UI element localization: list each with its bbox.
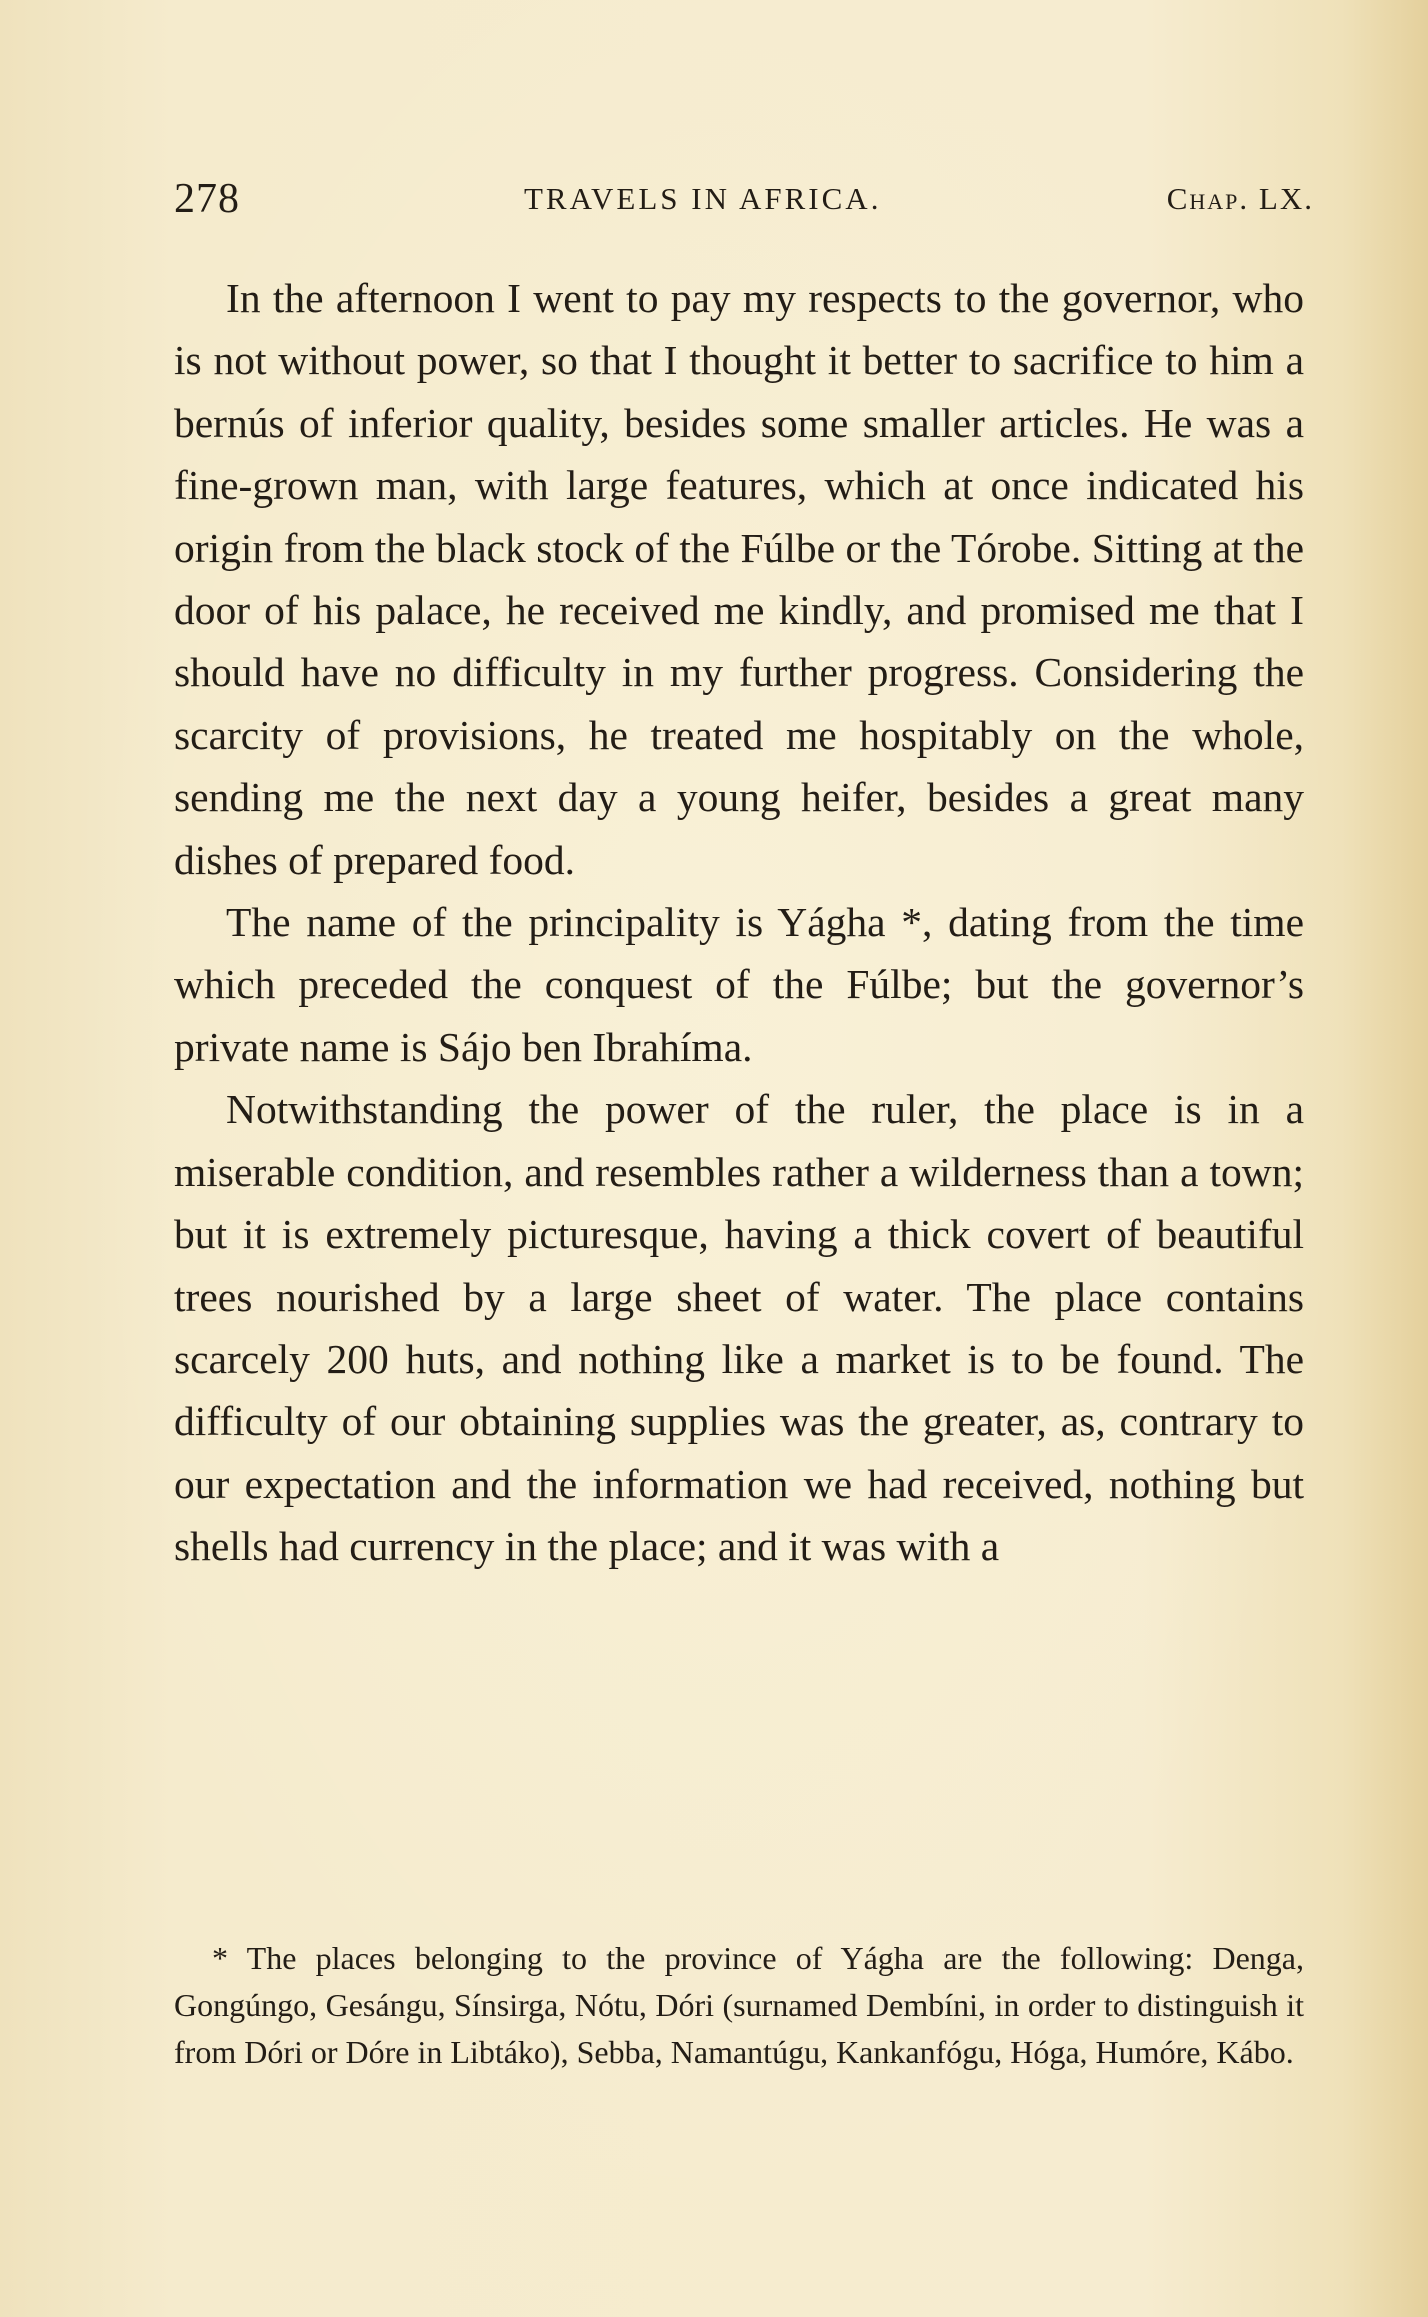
- chapter-label: Chap. LX.: [1166, 181, 1314, 216]
- paragraph-principality: The name of the principality is Yágha *, dating from the time which preceded the conquest of the Fúlbe; but the governor’s private name is Sájo ben Ibrahíma.: [174, 899, 1304, 1070]
- running-title: TRAVELS IN AFRICA.: [524, 181, 882, 216]
- footnote: * The places belonging to the province of Yágha are the following: Denga, Gongúngo, Gesángu, Sínsirga, Nótu, Dóri (surnamed Dembíni, in order to distinguish it from Dóri or Dóre in Libtáko), Sebba, Namantúgu, Kankanfógu, Hóga, Humóre, Kábo.: [174, 1940, 1304, 2070]
- page-header: [174, 175, 1314, 225]
- paragraph-governor: In the afternoon I went to pay my respects to the governor, who is not without power, so that I thought it better to sacrifice to him a bernús of inferior quality, besides some smaller articles. He was a fine-grown man, with large features, which at once indicated his origin from the black stock of the Fúlbe or the Tórobe. Sitting at the door of his palace, he received me kindly, and promised me that I should have no difficulty in my further progress. Considering the scarcity of provisions, he treated me hospitably on the whole, sending me the next day a young heifer, besides a great many dishes of prepared food.: [174, 275, 1304, 883]
- paragraph-town-condition: Notwithstanding the power of the ruler, the place is in a miserable condition, and resembles rather a wilderness than a town; but it is extremely picturesque, having a thick covert of beautiful trees nourished by a large sheet of water. The place contains scarcely 200 huts, and nothing like a market is to be found. The difficulty of our obtaining supplies was the greater, as, contrary to our expectation and the information we had received, nothing but shells had currency in the place; and it was with a: [174, 1086, 1304, 1570]
- page-number: 278: [174, 176, 240, 222]
- body-text: [174, 267, 1304, 1578]
